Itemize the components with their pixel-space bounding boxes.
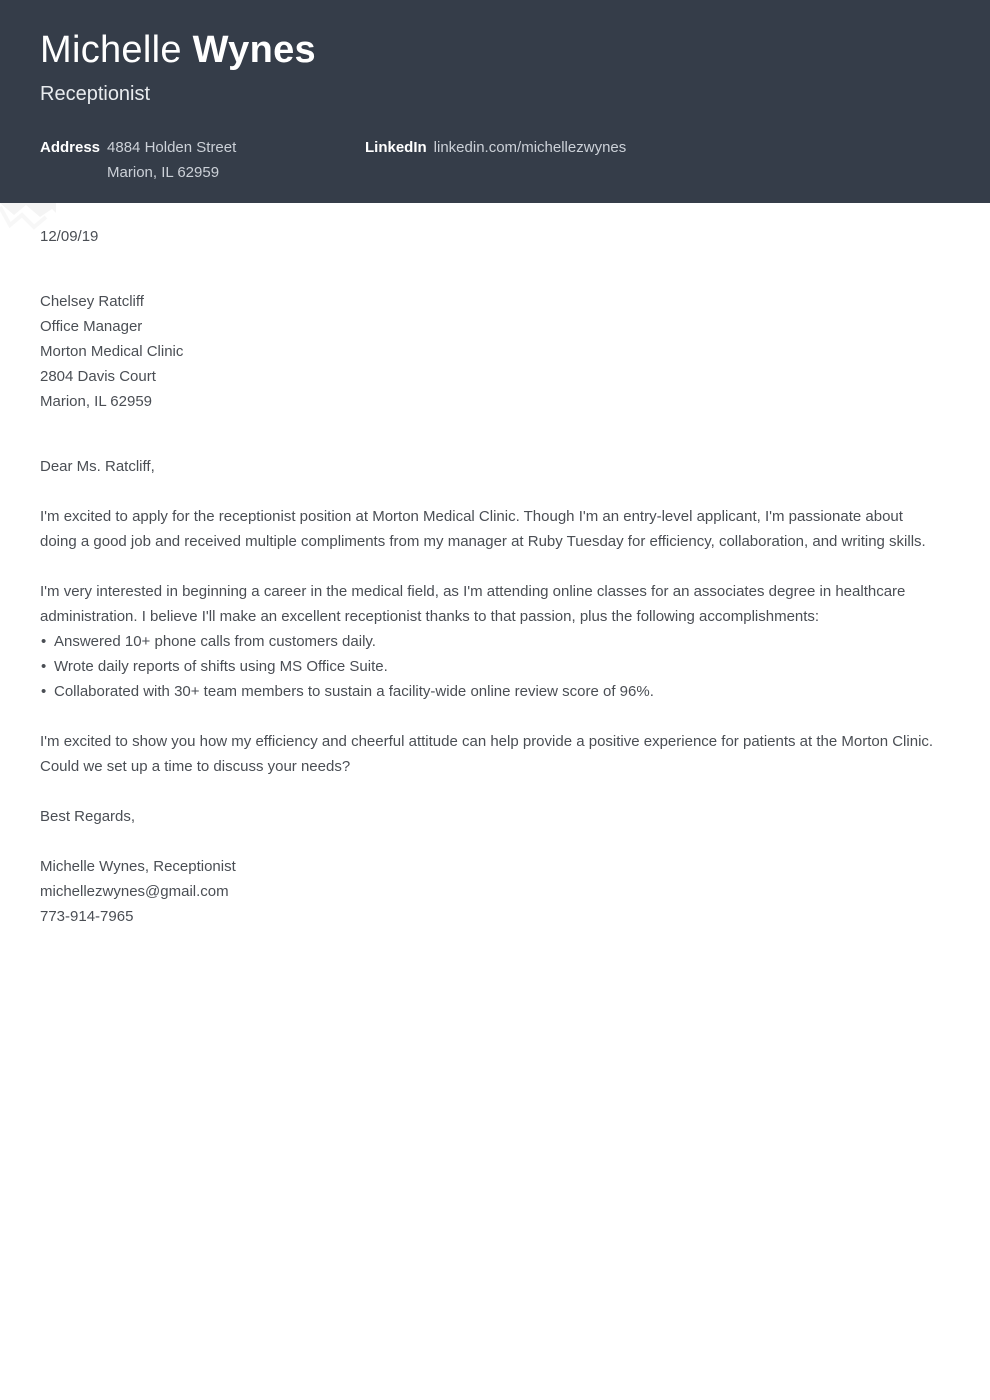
job-title: Receptionist: [40, 83, 151, 105]
accomplishment-item: • Collaborated with 30+ team members to sustain a facility-wide online review score of 96%.: [40, 679, 943, 704]
linkedin-label: LinkedIn: [365, 139, 427, 156]
letter-date: 12/09/19: [40, 228, 99, 245]
paragraph-closing: I'm excited to show you how my efficiency and cheerful attitude can help provide a positive experience for patients at the Morton Clinic. Could we set up a time to discuss your needs?: [40, 733, 934, 775]
signature-phone: 773-914-7965: [40, 908, 134, 925]
recipient-title: Office Manager: [40, 318, 143, 335]
contact-row: [40, 135, 950, 185]
letter-body: [0, 203, 990, 929]
recipient-company: Morton Medical Clinic: [40, 343, 184, 360]
person-name: [40, 31, 950, 69]
linkedin-url[interactable]: linkedin.com/michellezwynes: [433, 139, 627, 156]
sign-off: Best Regards,: [40, 808, 136, 825]
first-name: Michelle: [40, 29, 182, 71]
signature-block: [40, 854, 943, 929]
address-line-1: 4884 Holden Street: [107, 139, 237, 156]
recipient-street: 2804 Davis Court: [40, 368, 156, 385]
signature-email[interactable]: michellezwynes@gmail.com: [40, 883, 229, 900]
salutation: Dear Ms. Ratcliff,: [40, 458, 155, 475]
recipient-name: Chelsey Ratcliff: [40, 293, 144, 310]
accomplishments-list: [40, 629, 943, 704]
last-name: Wynes: [192, 29, 316, 71]
header: [0, 0, 990, 203]
recipient-city: Marion, IL 62959: [40, 393, 153, 410]
address-label: Address: [40, 139, 101, 156]
address-line-2: Marion, IL 62959: [107, 164, 220, 181]
recipient-block: [40, 289, 943, 414]
accomplishment-item: • Answered 10+ phone calls from customers daily.: [40, 629, 943, 654]
signature-name: Michelle Wynes, Receptionist: [40, 858, 236, 875]
accomplishment-item: • Wrote daily reports of shifts using MS Office Suite.: [40, 654, 943, 679]
contact-linkedin: [365, 135, 626, 185]
paragraph-interest: I'm very interested in beginning a career in the medical field, as I'm attending online classes for an associates degree in healthcare administration. I believe I'll make an excellent receptionist thanks to that passion, plus the following accomplishments:: [40, 583, 906, 625]
contact-address: [40, 135, 365, 185]
address-value: [107, 135, 236, 185]
linkedin-value[interactable]: [434, 135, 627, 160]
paragraph-intro: I'm excited to apply for the receptionist position at Morton Medical Clinic. Though I'm an entry-level applicant, I'm passionate about doing a good job and received multiple compliments from my manager at Ruby Tuesday for efficiency, collaboration, and writing skills.: [40, 508, 926, 550]
